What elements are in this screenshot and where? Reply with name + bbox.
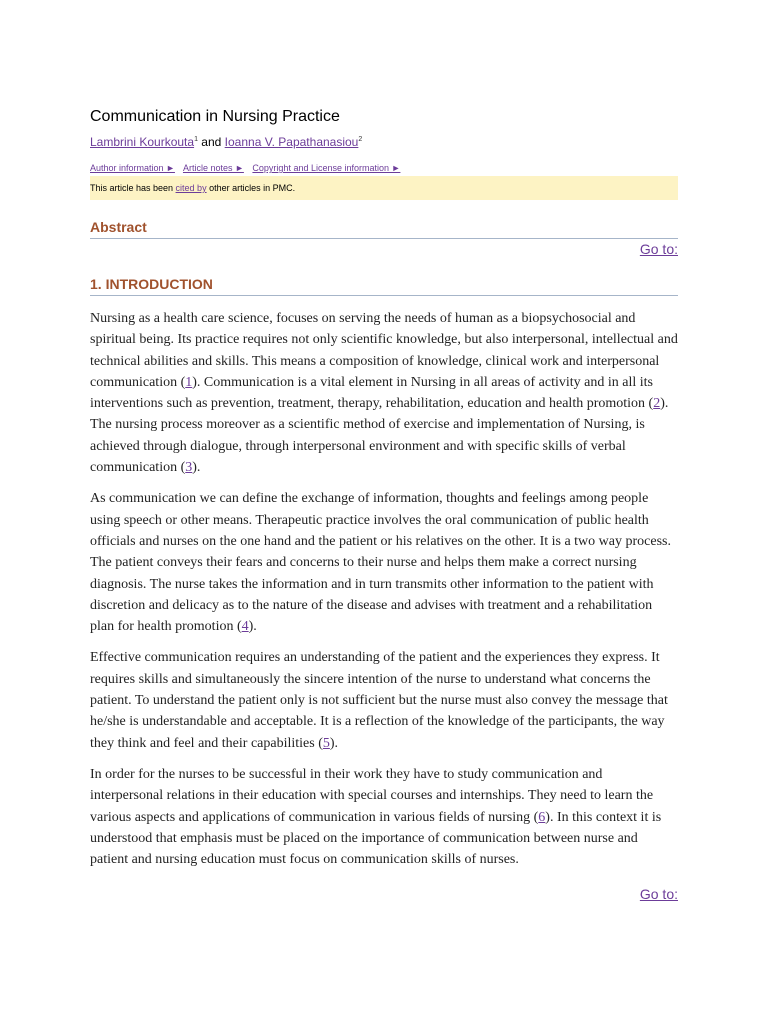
introduction-body [90,308,678,880]
paragraph [90,647,678,753]
reference-link-2[interactable]: 2 [653,396,661,412]
goto-link[interactable]: Go to: [639,886,678,902]
author-link-2[interactable]: Ioanna V. Papathanasiou [224,135,359,149]
goto-link-container-2 [640,886,678,902]
cited-by-link[interactable]: cited by [175,183,207,193]
paragraph [90,308,678,478]
reference-link-4[interactable]: 4 [241,619,249,635]
reference-link-5[interactable]: 5 [322,735,330,751]
introduction-heading: 1. INTRODUCTION [90,276,678,296]
reference-link-1[interactable]: 1 [185,374,193,390]
paragraph [90,488,678,637]
paragraph [90,764,678,870]
article-notes-link[interactable]: Article notes ► [182,163,244,173]
paragraph-text: In order for the nurses to be successful in their work they have to study communication and interpersonal relations in their education with special courses and internships. They need to learn the various aspects and applications of communication in various fields of nursing ( [90,766,654,825]
reference-link-3[interactable]: 3 [185,460,193,476]
author-information-link[interactable]: Author information ► [90,163,175,173]
goto-link[interactable]: Go to: [639,241,678,257]
copyright-license-link[interactable]: Copyright and License information ► [252,163,401,173]
paragraph-text: ). [329,735,339,751]
paragraph-text: ). Communication is a vital element in Nursing in all areas of activity and in all its interventions such as prevention, treatment, therapy, rehabilitation, education and health promotion ( [90,374,654,412]
paragraph-text: ). In this context it is understood that emphasis must be placed on the importance of communication between nurse and patient and nursing education must focus on communication skills of nurses. [90,809,662,868]
article-meta-links [90,163,406,173]
author-affiliation-2: 2 [358,136,363,143]
cited-notice-before: This article has been [90,183,176,193]
paragraph-text: ). The nursing process moreover as a scientific method of exercise and implementation of Nursing, is achieved through dialogue, through interpersonal environment and with specific skills of verbal communication ( [90,396,669,476]
reference-link-6[interactable]: 6 [538,809,546,825]
paragraph-text: ). [192,460,201,476]
paragraph-text: Effective communication requires an understanding of the patient and the experiences they express. It requires skills and simultaneously the sincere intention of the nurse to understand what concerns the patient. To understand the patient only is not sufficient but the nurse must also convey the message that he/she is understandable and acceptable. It is a reflection of the knowledge of the participants, the way they think and feel and their capabilities ( [90,650,668,751]
goto-link-container-1 [640,241,678,257]
author-conjunction: and [197,135,225,149]
author-list [90,135,362,149]
cited-by-notice [90,176,678,200]
paragraph-text: Nursing as a health care science, focuses on serving the needs of human as a biopsychosocial and spiritual being. Its practice requires not only scientific knowledge, but also interpersonal, intellectual and technical abilities and skills. This means a composition of knowledge, clinical work and interpersonal communication ( [90,311,678,390]
article-title: Communication in Nursing Practice [90,108,340,125]
paragraph-text: ). [248,619,257,635]
author-affiliation-1: 1 [194,136,198,143]
abstract-heading: Abstract [90,219,678,239]
author-link-1[interactable]: Lambrini Kourkouta [90,135,195,149]
cited-notice-after: other articles in PMC. [206,183,296,193]
paragraph-text: As communication we can define the exchange of information, thoughts and feelings among people using speech or other means. Therapeutic practice involves the oral communication of public health officials and nurses on the one hand and the patient or his relatives on the other. It is a two way process. The patient conveys their fears and concerns to their nurse and helps them make a correct nursing diagnosis. The nurse takes the information and in turn transmits other information to the patient with discretion and delicacy as to the nature of the disease and advises with treatment and a rehabilitation plan for health promotion ( [90,491,671,635]
